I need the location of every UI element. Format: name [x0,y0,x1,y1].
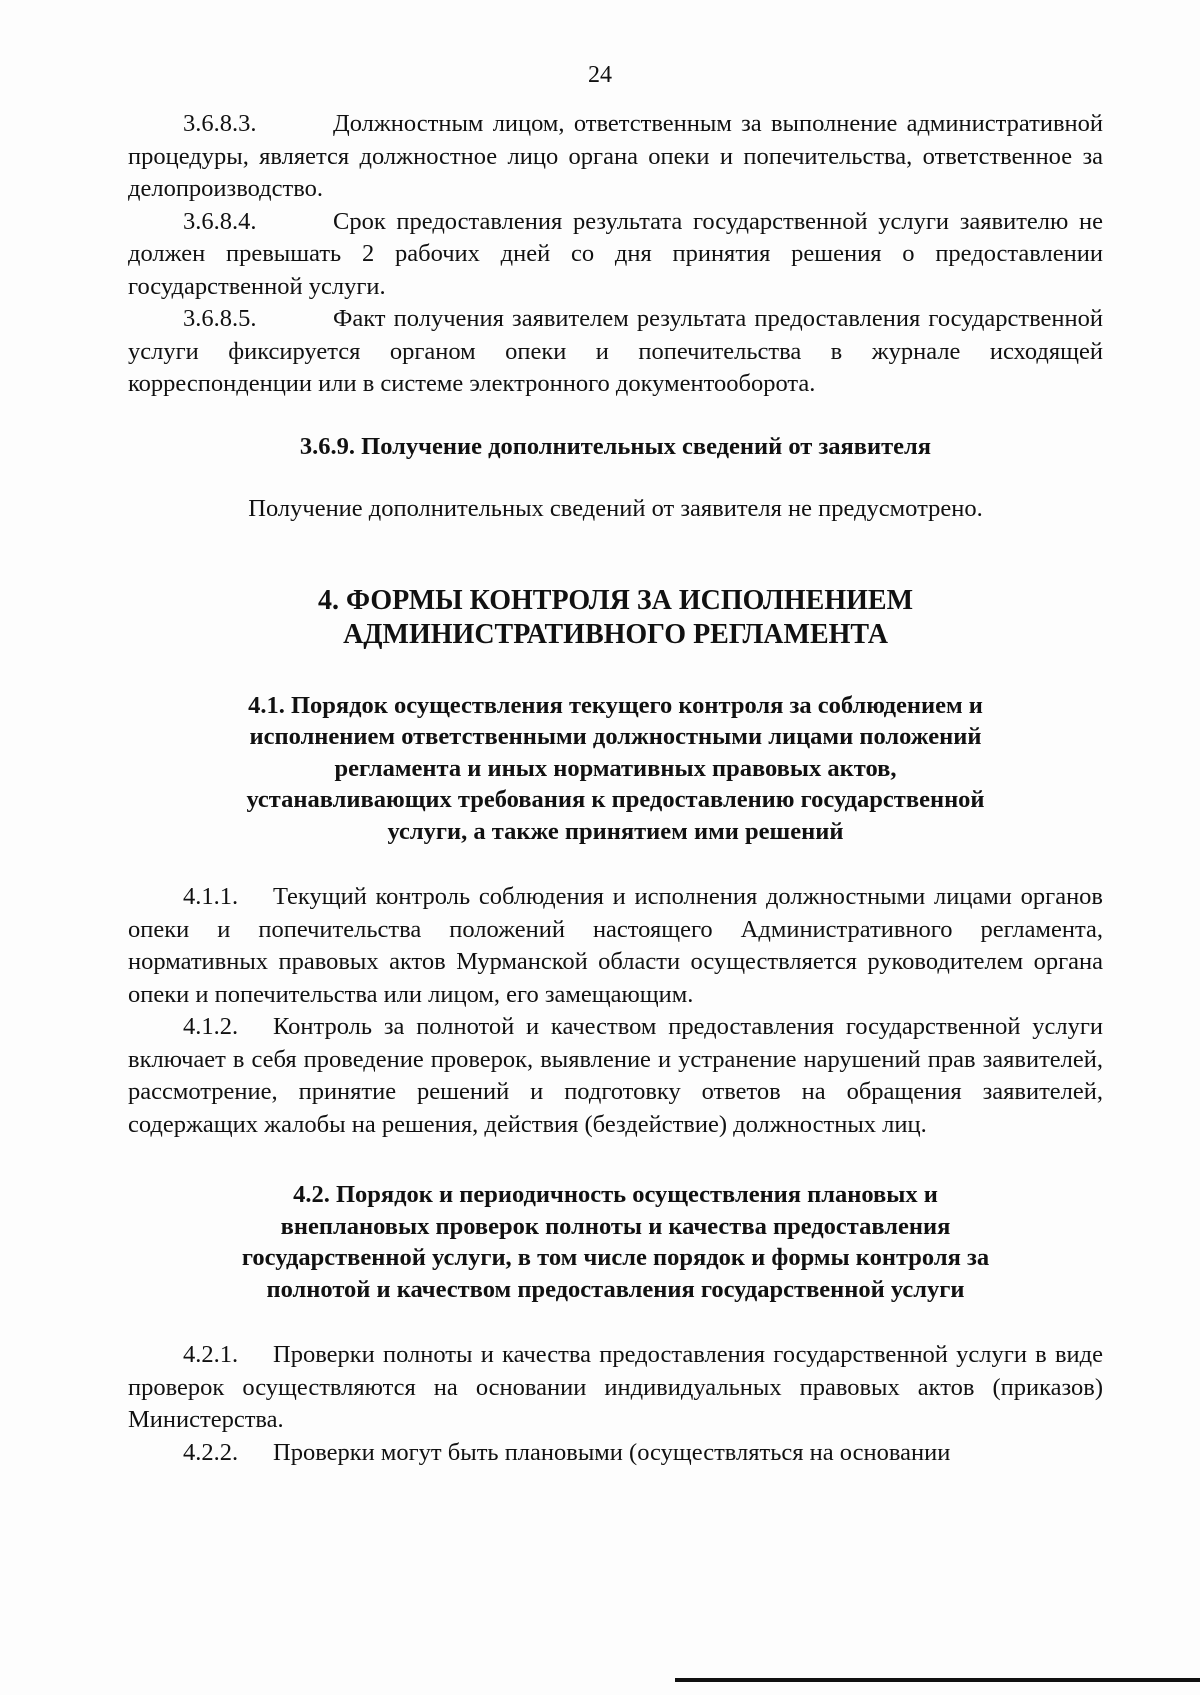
paragraph-4-1-2 [128,1011,1103,1141]
spacer [128,1305,1103,1339]
heading-line: полнотой и качеством предоставления государственной услуги [266,1275,965,1303]
section-4-1-heading [128,690,1103,848]
paragraph-text: Факт получения заявителем результата предоставления государственной услуги фиксируется органом опеки и попечительства в журнале исходящей корреспонденции или в системе электронного документооборота. [128,305,1103,397]
heading-line: устанавливающих требования к предоставлению государственной [246,786,985,813]
heading-line: услуги, а также принятием ими решений [387,817,844,845]
document-body [128,108,1103,1469]
paragraph-4-2-1 [128,1339,1103,1437]
subheading-3-6-9: 3.6.9. Получение дополнительных сведений от заявителя [299,432,932,460]
section-4-title-line: 4. ФОРМЫ КОНТРОЛЯ ЗА ИСПОЛНЕНИЕМ [317,584,914,616]
bottom-scan-line [675,1678,1200,1682]
heading-line: 4.1. Порядок осуществления текущего контроля за соблюдением и [248,691,983,719]
paragraph-text: Проверки полноты и качества предоставления государственной услуги в виде проверок осуществляются на основании индивидуальных правовых актов (приказов) Министерства. [128,1341,1103,1433]
heading-line: регламента и иных нормативных правовых актов, [334,754,897,782]
paragraph-text: Проверки могут быть плановыми (осуществляться на основании [273,1438,951,1466]
paragraph-3-6-8-5 [128,303,1103,401]
paragraph-number: 3.6.8.4. [183,207,257,235]
heading-line: внеплановых проверок полноты и качества предоставления [280,1212,951,1240]
paragraph-number: 4.1.1. [183,883,239,910]
paragraph-number: 3.6.8.5. [183,305,257,332]
paragraph-4-2-2 [128,1437,1103,1470]
page-number: 24 [588,62,612,88]
spacer [128,847,1103,881]
heading-line: государственной услуги, в том числе порядок и формы контроля за [241,1244,990,1271]
paragraph-number: 4.2.1. [183,1341,239,1368]
section-4-2-heading [128,1179,1103,1305]
paragraph-number: 4.2.2. [183,1438,239,1466]
heading-line: 4.2. Порядок и периодичность осуществления плановых и [293,1181,938,1208]
paragraph-4-1-1 [128,881,1103,1011]
paragraph-text: Срок предоставления результата государственной услуги заявителю не должен превышать 2 рабочих дней со дня принятия решения о предоставлении государственной услуги. [128,207,1103,300]
section-4-title-line: АДМИНИСТРАТИВНОГО РЕГЛАМЕНТА [343,618,888,650]
paragraph-number: 4.1.2. [183,1013,239,1040]
paragraph-number: 3.6.8.3. [183,110,257,137]
paragraph-text: Текущий контроль соблюдения и исполнения должностными лицами органов опеки и попечительства положений настоящего Административного регламента, нормативных правовых актов Мурманской области осуществляется руководителем органа опеки и попечительства или лицом, его замещающим. [128,883,1103,1008]
paragraph-text: Контроль за полнотой и качеством предоставления государственной услуги включает в себя проведение проверок, выявление и устранение нарушений прав заявителей, рассмотрение, принятие решений и подготовку ответов на обращения заявителей, содержащих жалобы на решения, действия (бездействие) должностных лиц. [128,1013,1103,1138]
heading-line: исполнением ответственными должностными лицами положений [249,723,982,750]
paragraph-3-6-8-4 [128,206,1103,304]
note-3-6-9: Получение дополнительных сведений от заявителя не предусмотрено. [248,495,983,522]
paragraph-3-6-8-3 [128,108,1103,206]
section-4-title [128,584,1103,652]
paragraph-text: Должностным лицом, ответственным за выполнение административной процедуры, является должностное лицо органа опеки и попечительства, ответственное за делопроизводство. [128,110,1103,202]
